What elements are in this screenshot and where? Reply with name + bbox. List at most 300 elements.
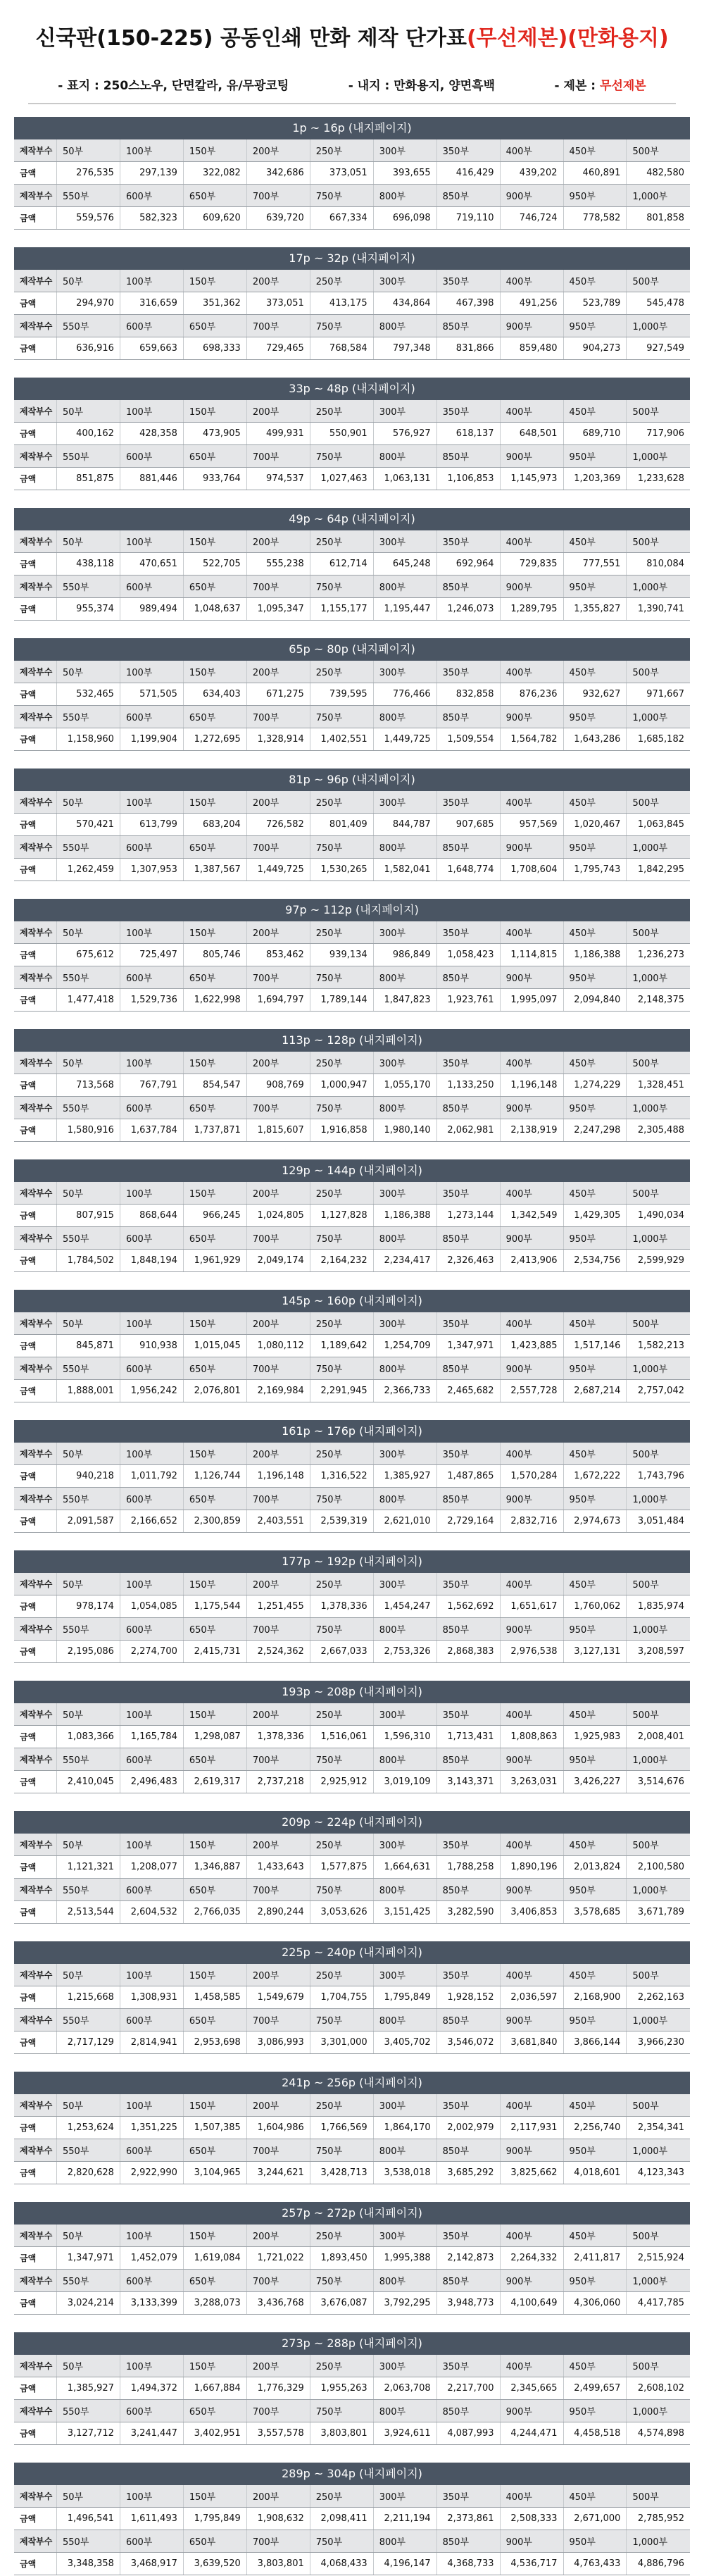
- quantity-cell: 750부: [310, 185, 373, 207]
- amount-cell: 1,496,541: [57, 2508, 120, 2530]
- amount-cell: 351,362: [183, 292, 246, 315]
- amount-cell: 1,685,182: [627, 728, 690, 751]
- amount-label: 금액: [14, 1335, 57, 1357]
- quantity-cell: 700부: [246, 706, 310, 728]
- amount-cell: 1,955,263: [310, 2377, 373, 2400]
- amount-cell: 797,348: [373, 337, 436, 360]
- amount-cell: 1,789,144: [310, 989, 373, 1012]
- amount-cell: 1,423,885: [500, 1335, 563, 1357]
- amount-cell: 3,676,087: [310, 2292, 373, 2315]
- amount-cell: 1,529,736: [120, 989, 183, 1012]
- amount-cell: 1,604,986: [246, 2117, 310, 2139]
- quantity-cell: 250부: [310, 2355, 373, 2377]
- amount-row: [14, 989, 690, 1012]
- quantity-cell: 1,000부: [627, 966, 690, 989]
- amount-label: 금액: [14, 1595, 57, 1618]
- amount-label: 금액: [14, 2117, 57, 2139]
- amount-cell: 2,508,333: [500, 2508, 563, 2530]
- amount-row: [14, 1074, 690, 1097]
- quantity-label: 제작부수: [14, 2009, 57, 2031]
- amount-cell: 1,402,551: [310, 728, 373, 751]
- amount-cell: 559,576: [57, 207, 120, 230]
- amount-cell: 1,387,567: [183, 859, 246, 881]
- quantity-row: [14, 1879, 690, 1901]
- page-range-header: 129p ~ 144p (내지페이지): [14, 1159, 690, 1182]
- quantity-cell: 800부: [373, 1097, 436, 1119]
- amount-cell: 523,789: [563, 292, 627, 315]
- amount-cell: 1,048,637: [183, 598, 246, 621]
- amount-row: [14, 683, 690, 706]
- amount-cell: 1,908,632: [246, 2508, 310, 2530]
- amount-cell: 3,402,951: [183, 2422, 246, 2445]
- quantity-cell: 450부: [563, 1573, 627, 1595]
- amount-label: 금액: [14, 814, 57, 836]
- quantity-cell: 300부: [373, 1312, 436, 1335]
- price-table: [14, 530, 690, 621]
- amount-cell: 428,358: [120, 423, 183, 445]
- amount-cell: 1,672,222: [563, 1465, 627, 1488]
- amount-cell: 2,274,700: [120, 1641, 183, 1663]
- amount-cell: 1,289,795: [500, 598, 563, 621]
- quantity-cell: 550부: [57, 185, 120, 207]
- quantity-cell: 850부: [436, 1227, 500, 1250]
- quantity-cell: 50부: [57, 2094, 120, 2117]
- amount-cell: 1,582,213: [627, 1335, 690, 1357]
- amount-cell: 1,835,974: [627, 1595, 690, 1618]
- amount-label: 금액: [14, 1856, 57, 1879]
- amount-label: 금액: [14, 2247, 57, 2270]
- amount-cell: 801,409: [310, 814, 373, 836]
- quantity-cell: 250부: [310, 661, 373, 683]
- amount-cell: 719,110: [436, 207, 500, 230]
- quantity-cell: 450부: [563, 139, 627, 162]
- amount-cell: 1,316,522: [310, 1465, 373, 1488]
- quantity-cell: 600부: [120, 1748, 183, 1771]
- quantity-row: [14, 1703, 690, 1726]
- amount-cell: 1,342,549: [500, 1205, 563, 1227]
- amount-label: 금액: [14, 2377, 57, 2400]
- quantity-cell: 400부: [500, 791, 563, 814]
- quantity-cell: 650부: [183, 2270, 246, 2292]
- quantity-cell: 550부: [57, 2139, 120, 2162]
- price-table: [14, 2094, 690, 2184]
- amount-cell: 4,123,343: [627, 2162, 690, 2184]
- amount-cell: 1,262,459: [57, 859, 120, 881]
- quantity-cell: 850부: [436, 575, 500, 598]
- price-block: [14, 899, 690, 1012]
- amount-cell: 1,020,467: [563, 814, 627, 836]
- quantity-cell: 850부: [436, 315, 500, 337]
- amount-cell: 3,825,662: [500, 2162, 563, 2184]
- price-block: [14, 638, 690, 752]
- amount-row: [14, 2162, 690, 2184]
- quantity-cell: 450부: [563, 1052, 627, 1074]
- quantity-cell: 250부: [310, 1443, 373, 1465]
- quantity-cell: 650부: [183, 2139, 246, 2162]
- quantity-label: 제작부수: [14, 139, 57, 162]
- amount-cell: 3,685,292: [436, 2162, 500, 2184]
- quantity-cell: 1,000부: [627, 1618, 690, 1641]
- quantity-cell: 200부: [246, 2355, 310, 2377]
- quantity-label: 제작부수: [14, 400, 57, 423]
- amount-cell: 1,667,884: [183, 2377, 246, 2400]
- quantity-cell: 650부: [183, 1879, 246, 1901]
- price-block: [14, 1941, 690, 2055]
- page-range-header: 97p ~ 112p (내지페이지): [14, 899, 690, 921]
- amount-cell: 522,705: [183, 553, 246, 575]
- quantity-cell: 600부: [120, 2009, 183, 2031]
- quantity-cell: 50부: [57, 1443, 120, 1465]
- quantity-cell: 800부: [373, 1357, 436, 1380]
- quantity-label: 제작부수: [14, 1443, 57, 1465]
- quantity-row: [14, 1097, 690, 1119]
- quantity-cell: 150부: [183, 1312, 246, 1335]
- quantity-label: 제작부수: [14, 1748, 57, 1771]
- quantity-cell: 300부: [373, 270, 436, 292]
- quantity-cell: 1,000부: [627, 1748, 690, 1771]
- amount-cell: 2,195,086: [57, 1641, 120, 1663]
- amount-label: 금액: [14, 1205, 57, 1227]
- quantity-cell: 100부: [120, 1573, 183, 1595]
- quantity-cell: 300부: [373, 1052, 436, 1074]
- amount-cell: 400,162: [57, 423, 120, 445]
- quantity-cell: 600부: [120, 2139, 183, 2162]
- quantity-cell: 550부: [57, 1227, 120, 1250]
- amount-cell: 1,622,998: [183, 989, 246, 1012]
- quantity-cell: 50부: [57, 791, 120, 814]
- amount-row: [14, 2422, 690, 2445]
- amount-cell: 1,452,079: [120, 2247, 183, 2270]
- amount-cell: 2,868,383: [436, 1641, 500, 1663]
- amount-cell: 832,858: [436, 683, 500, 706]
- quantity-cell: 800부: [373, 2400, 436, 2422]
- quantity-cell: 900부: [500, 706, 563, 728]
- amount-cell: 2,753,326: [373, 1641, 436, 1663]
- quantity-cell: 200부: [246, 1312, 310, 1335]
- quantity-cell: 350부: [436, 1443, 500, 1465]
- quantity-cell: 100부: [120, 661, 183, 683]
- quantity-cell: 650부: [183, 575, 246, 598]
- quantity-cell: 500부: [627, 661, 690, 683]
- amount-cell: 3,428,713: [310, 2162, 373, 2184]
- quantity-cell: 600부: [120, 1227, 183, 1250]
- quantity-cell: 800부: [373, 445, 436, 468]
- amount-cell: 3,639,520: [183, 2553, 246, 2575]
- amount-cell: 729,835: [500, 553, 563, 575]
- quantity-label: 제작부수: [14, 1879, 57, 1901]
- quantity-row: [14, 400, 690, 423]
- quantity-label: 제작부수: [14, 2094, 57, 2117]
- quantity-cell: 800부: [373, 2139, 436, 2162]
- quantity-cell: 950부: [563, 836, 627, 859]
- amount-cell: 966,245: [183, 1205, 246, 1227]
- quantity-cell: 50부: [57, 1834, 120, 1856]
- quantity-cell: 750부: [310, 1097, 373, 1119]
- quantity-cell: 750부: [310, 2139, 373, 2162]
- quantity-cell: 950부: [563, 2139, 627, 2162]
- amount-row: [14, 162, 690, 185]
- quantity-cell: 150부: [183, 1443, 246, 1465]
- quantity-cell: 100부: [120, 1703, 183, 1726]
- quantity-cell: 200부: [246, 1052, 310, 1074]
- amount-cell: 3,803,801: [310, 2422, 373, 2445]
- quantity-cell: 400부: [500, 921, 563, 944]
- quantity-cell: 350부: [436, 2355, 500, 2377]
- quantity-cell: 200부: [246, 921, 310, 944]
- amount-row: [14, 1205, 690, 1227]
- amount-cell: 3,406,853: [500, 1901, 563, 1924]
- quantity-row: [14, 2139, 690, 2162]
- price-block: [14, 1420, 690, 1533]
- amount-cell: 3,966,230: [627, 2031, 690, 2054]
- amount-cell: 1,494,372: [120, 2377, 183, 2400]
- amount-cell: 467,398: [436, 292, 500, 315]
- quantity-label: 제작부수: [14, 2485, 57, 2508]
- quantity-cell: 350부: [436, 921, 500, 944]
- amount-cell: 550,901: [310, 423, 373, 445]
- quantity-cell: 1,000부: [627, 2400, 690, 2422]
- quantity-cell: 500부: [627, 1573, 690, 1595]
- price-block: [14, 247, 690, 361]
- quantity-cell: 750부: [310, 2270, 373, 2292]
- amount-cell: 3,127,712: [57, 2422, 120, 2445]
- amount-cell: 438,118: [57, 553, 120, 575]
- quantity-cell: 850부: [436, 2139, 500, 2162]
- amount-cell: 1,155,177: [310, 598, 373, 621]
- amount-cell: 2,671,000: [563, 2508, 627, 2530]
- quantity-cell: 850부: [436, 185, 500, 207]
- quantity-row: [14, 315, 690, 337]
- quantity-cell: 500부: [627, 139, 690, 162]
- quantity-row: [14, 921, 690, 944]
- amount-label: 금액: [14, 728, 57, 751]
- quantity-cell: 550부: [57, 1879, 120, 1901]
- amount-cell: 1,864,170: [373, 2117, 436, 2139]
- amount-cell: 2,211,194: [373, 2508, 436, 2530]
- amount-cell: 739,595: [310, 683, 373, 706]
- amount-cell: 1,273,144: [436, 1205, 500, 1227]
- quantity-cell: 450부: [563, 1312, 627, 1335]
- amount-cell: 1,721,022: [246, 2247, 310, 2270]
- amount-cell: 576,927: [373, 423, 436, 445]
- quantity-cell: 700부: [246, 315, 310, 337]
- quantity-cell: 400부: [500, 270, 563, 292]
- quantity-cell: 950부: [563, 2400, 627, 2422]
- amount-label: 금액: [14, 1901, 57, 1924]
- amount-cell: 1,564,782: [500, 728, 563, 751]
- amount-cell: 2,667,033: [310, 1641, 373, 1663]
- quantity-cell: 800부: [373, 185, 436, 207]
- quantity-cell: 50부: [57, 270, 120, 292]
- amount-cell: 904,273: [563, 337, 627, 360]
- amount-row: [14, 2247, 690, 2270]
- amount-cell: 1,054,085: [120, 1595, 183, 1618]
- quantity-cell: 100부: [120, 1834, 183, 1856]
- amount-row: [14, 207, 690, 230]
- quantity-cell: 300부: [373, 1703, 436, 1726]
- quantity-cell: 100부: [120, 2355, 183, 2377]
- quantity-cell: 700부: [246, 445, 310, 468]
- quantity-cell: 50부: [57, 139, 120, 162]
- quantity-cell: 1,000부: [627, 2009, 690, 2031]
- quantity-cell: 800부: [373, 1618, 436, 1641]
- amount-cell: 1,058,423: [436, 944, 500, 966]
- amount-cell: 1,346,887: [183, 1856, 246, 1879]
- quantity-row: [14, 706, 690, 728]
- amount-cell: 1,186,388: [563, 944, 627, 966]
- amount-cell: 2,820,628: [57, 2162, 120, 2184]
- quantity-cell: 450부: [563, 921, 627, 944]
- price-table: [14, 139, 690, 230]
- quantity-cell: 650부: [183, 2009, 246, 2031]
- amount-cell: 1,454,247: [373, 1595, 436, 1618]
- quantity-cell: 750부: [310, 706, 373, 728]
- quantity-cell: 600부: [120, 575, 183, 598]
- amount-cell: 696,098: [373, 207, 436, 230]
- amount-cell: 1,011,792: [120, 1465, 183, 1488]
- quantity-cell: 400부: [500, 661, 563, 683]
- amount-label: 금액: [14, 2031, 57, 2054]
- quantity-row: [14, 530, 690, 553]
- price-table: [14, 1443, 690, 1533]
- amount-label: 금액: [14, 598, 57, 621]
- quantity-cell: 200부: [246, 1964, 310, 1986]
- amount-row: [14, 2031, 690, 2054]
- quantity-label: 제작부수: [14, 2355, 57, 2377]
- amount-cell: 3,086,993: [246, 2031, 310, 2054]
- quantity-cell: 50부: [57, 1703, 120, 1726]
- amount-label: 금액: [14, 1074, 57, 1097]
- amount-cell: 3,538,018: [373, 2162, 436, 2184]
- quantity-cell: 900부: [500, 1227, 563, 1250]
- amount-cell: 1,888,001: [57, 1380, 120, 1402]
- quantity-cell: 900부: [500, 2530, 563, 2553]
- quantity-cell: 700부: [246, 1618, 310, 1641]
- amount-label: 금액: [14, 859, 57, 881]
- amount-cell: 3,948,773: [436, 2292, 500, 2315]
- quantity-cell: 650부: [183, 836, 246, 859]
- amount-cell: 1,328,451: [627, 1074, 690, 1097]
- quantity-row: [14, 791, 690, 814]
- quantity-cell: 350부: [436, 139, 500, 162]
- amount-row: [14, 1595, 690, 1618]
- amount-cell: 1,923,761: [436, 989, 500, 1012]
- quantity-cell: 750부: [310, 1227, 373, 1250]
- amount-cell: 3,348,358: [57, 2553, 120, 2575]
- quantity-cell: 950부: [563, 706, 627, 728]
- quantity-cell: 600부: [120, 2530, 183, 2553]
- price-table: [14, 1703, 690, 1793]
- amount-cell: 675,612: [57, 944, 120, 966]
- amount-cell: 1,196,148: [246, 1465, 310, 1488]
- quantity-cell: 400부: [500, 400, 563, 423]
- quantity-cell: 600부: [120, 2400, 183, 2422]
- quantity-row: [14, 575, 690, 598]
- page-range-header: 33p ~ 48p (내지페이지): [14, 378, 690, 400]
- amount-cell: 3,514,676: [627, 1771, 690, 1793]
- quantity-label: 제작부수: [14, 1312, 57, 1335]
- quantity-cell: 650부: [183, 2400, 246, 2422]
- quantity-cell: 600부: [120, 185, 183, 207]
- amount-cell: 2,496,483: [120, 1771, 183, 1793]
- spec-inner: - 내지 : 만화용지, 양면흑백: [348, 78, 495, 93]
- page-range-header: 289p ~ 304p (내지페이지): [14, 2463, 690, 2485]
- quantity-cell: 250부: [310, 1573, 373, 1595]
- amount-label: 금액: [14, 337, 57, 360]
- quantity-cell: 700부: [246, 2530, 310, 2553]
- amount-row: [14, 1119, 690, 1142]
- quantity-label: 제작부수: [14, 2270, 57, 2292]
- quantity-cell: 600부: [120, 1488, 183, 1510]
- title-text: 신국판(150-225) 공동인쇄 만화 제작 단가표: [35, 26, 467, 51]
- amount-row: [14, 1901, 690, 1924]
- amount-cell: 2,515,924: [627, 2247, 690, 2270]
- amount-cell: 957,569: [500, 814, 563, 836]
- quantity-cell: 150부: [183, 791, 246, 814]
- amount-row: [14, 1335, 690, 1357]
- amount-cell: 2,305,488: [627, 1119, 690, 1142]
- price-block: [14, 378, 690, 491]
- amount-cell: 955,374: [57, 598, 120, 621]
- quantity-cell: 300부: [373, 1573, 436, 1595]
- amount-cell: 717,906: [627, 423, 690, 445]
- quantity-cell: 500부: [627, 1443, 690, 1465]
- quantity-cell: 450부: [563, 1703, 627, 1726]
- amount-cell: 4,244,471: [500, 2422, 563, 2445]
- amount-row: [14, 1986, 690, 2009]
- quantity-cell: 50부: [57, 2355, 120, 2377]
- amount-label: 금액: [14, 1726, 57, 1748]
- quantity-cell: 500부: [627, 1703, 690, 1726]
- amount-cell: 1,347,971: [57, 2247, 120, 2270]
- quantity-row: [14, 1573, 690, 1595]
- amount-cell: 4,196,147: [373, 2553, 436, 2575]
- amount-cell: 1,458,585: [183, 1986, 246, 2009]
- amount-cell: 2,063,708: [373, 2377, 436, 2400]
- amount-label: 금액: [14, 989, 57, 1012]
- quantity-row: [14, 1357, 690, 1380]
- amount-cell: 1,165,784: [120, 1726, 183, 1748]
- amount-cell: 532,465: [57, 683, 120, 706]
- amount-cell: 297,139: [120, 162, 183, 185]
- quantity-cell: 100부: [120, 1964, 183, 1986]
- amount-cell: 2,524,362: [246, 1641, 310, 1663]
- amount-cell: 1,708,604: [500, 859, 563, 881]
- amount-cell: 2,013,824: [563, 1856, 627, 1879]
- amount-cell: 1,808,863: [500, 1726, 563, 1748]
- quantity-cell: 250부: [310, 1182, 373, 1205]
- amount-cell: 1,272,695: [183, 728, 246, 751]
- quantity-cell: 500부: [627, 921, 690, 944]
- amount-cell: 807,915: [57, 1205, 120, 1227]
- amount-row: [14, 859, 690, 881]
- amount-cell: 1,776,329: [246, 2377, 310, 2400]
- amount-cell: 746,724: [500, 207, 563, 230]
- amount-cell: 1,199,904: [120, 728, 183, 751]
- amount-cell: 2,953,698: [183, 2031, 246, 2054]
- quantity-cell: 700부: [246, 2139, 310, 2162]
- amount-cell: 777,551: [563, 553, 627, 575]
- amount-cell: 1,842,295: [627, 859, 690, 881]
- quantity-cell: 350부: [436, 661, 500, 683]
- quantity-cell: 250부: [310, 1834, 373, 1856]
- quantity-cell: 350부: [436, 1312, 500, 1335]
- amount-cell: 3,426,227: [563, 1771, 627, 1793]
- page-range-header: 145p ~ 160p (내지페이지): [14, 1290, 690, 1312]
- quantity-cell: 750부: [310, 836, 373, 859]
- quantity-cell: 150부: [183, 661, 246, 683]
- amount-cell: 3,263,031: [500, 1771, 563, 1793]
